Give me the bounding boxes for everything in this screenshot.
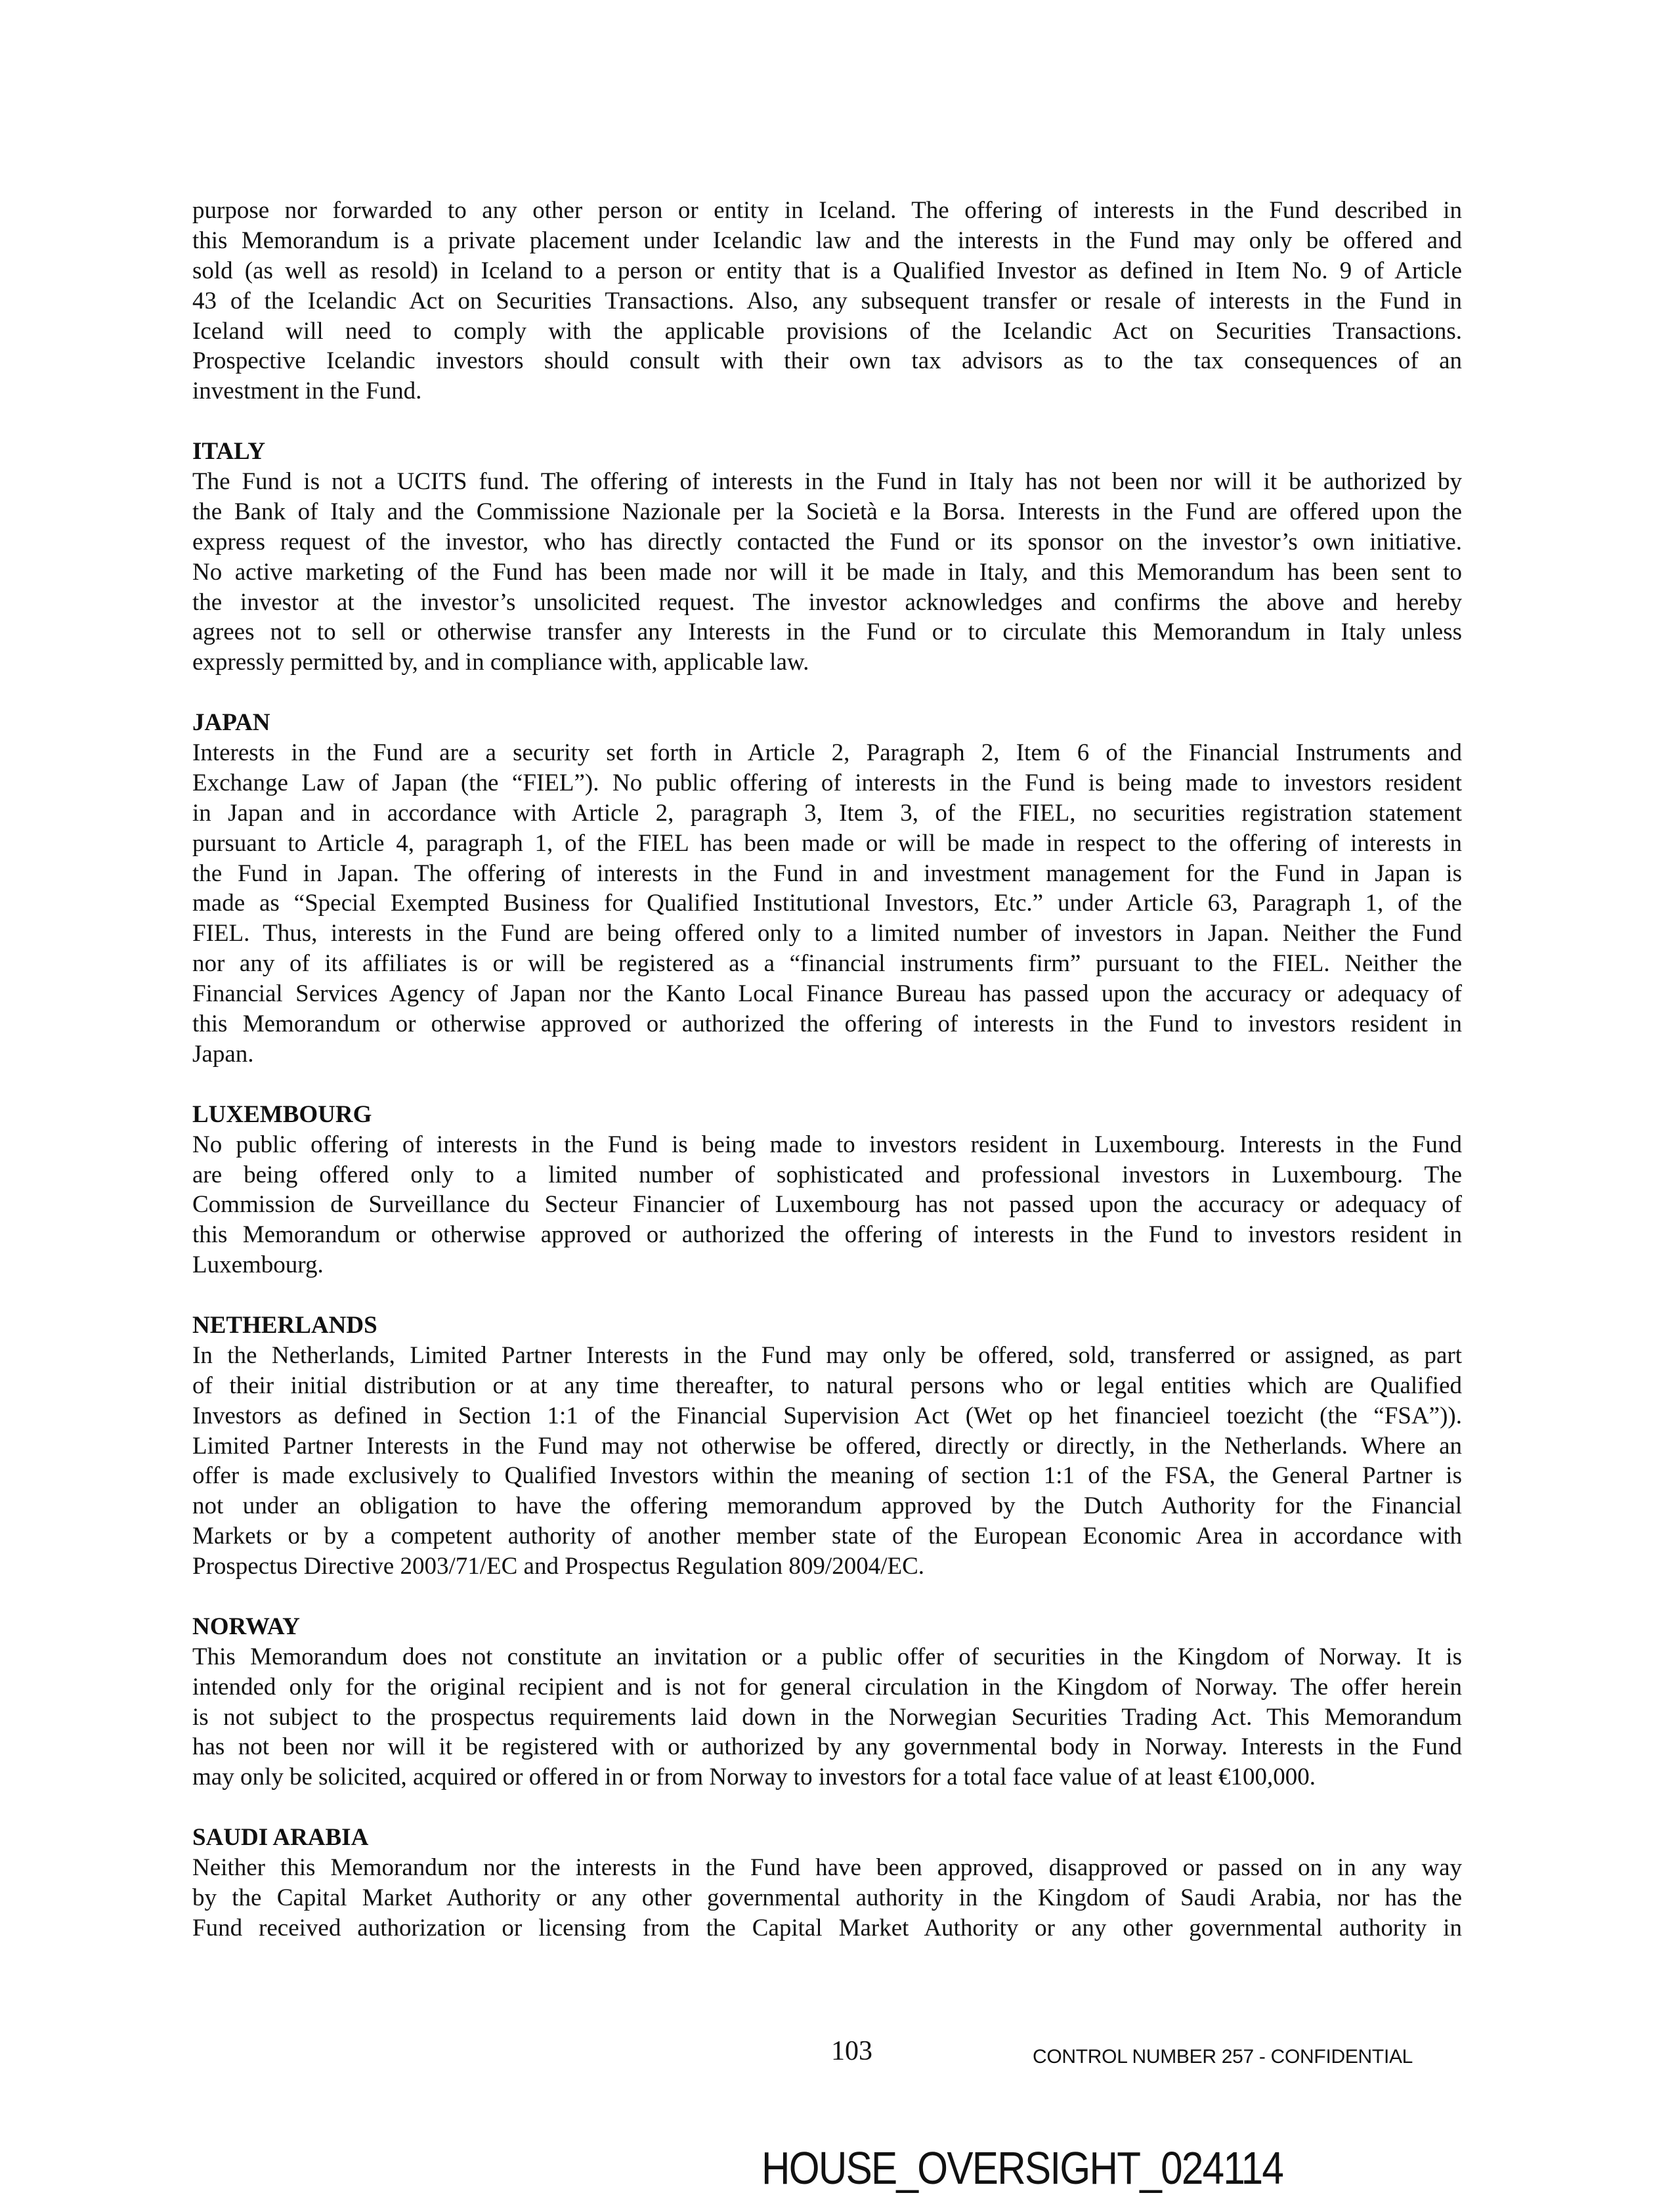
text-line: offer is made exclusively to Qualified Investors within the meaning of section 1:1 of the FSA, the General Partner is [192, 1462, 1462, 1490]
section-heading: ITALY [192, 438, 266, 466]
text-line: purpose nor forwarded to any other person or entity in Iceland. The offering of interests in the Fund described in [192, 197, 1462, 224]
section-continued [192, 196, 1462, 406]
text-line: Neither this Memorandum nor the interests in the Fund have been approved, disapproved or passed on in any way [192, 1854, 1462, 1881]
section-heading: NORWAY [192, 1613, 300, 1640]
text-line: No active marketing of the Fund has been made nor will it be made in Italy, and this Memorandum has been sent to [192, 558, 1462, 586]
text-line: intended only for the original recipient and is not for general circulation in the Kingdom of Norway. The offer herein [192, 1673, 1462, 1701]
text-line: investment in the Fund. [192, 378, 422, 405]
text-line: Luxembourg. [192, 1251, 324, 1279]
text-line: This Memorandum does not constitute an invitation or a public offer of securities in the Kingdom of Norway. It is [192, 1643, 1462, 1670]
bates-number: HOUSE_OVERSIGHT_024114 [762, 2142, 1283, 2194]
text-line: by the Capital Market Authority or any other governmental authority in the Kingdom of Saudi Arabia, nor has the [192, 1884, 1462, 1911]
text-line: Iceland will need to comply with the applicable provisions of the Icelandic Act on Securities Transactions. [192, 317, 1462, 345]
text-line: the Fund in Japan. The offering of interests in the Fund in and investment management for the Fund in Japan is [192, 859, 1462, 887]
control-number: CONTROL NUMBER 257 - CONFIDENTIAL [1033, 2046, 1413, 2068]
text-line: made as “Special Exempted Business for Qualified Institutional Investors, Etc.” under Article 63, Paragraph 1, of the [192, 890, 1462, 917]
text-line: agrees not to sell or otherwise transfer any Interests in the Fund or to circulate this Memorandum in Italy unless [192, 618, 1462, 646]
text-line: Prospective Icelandic investors should consult with their own tax advisors as to the tax consequences of an [192, 347, 1462, 375]
text-line: Markets or by a competent authority of another member state of the European Economic Area in accordance with [192, 1523, 1462, 1550]
text-line: may only be solicited, acquired or offered in or from Norway to investors for a total face value of at least €100,000. [192, 1764, 1316, 1791]
text-line: Financial Services Agency of Japan nor the Kanto Local Finance Bureau has passed upon the accuracy or adequacy of [192, 980, 1462, 1008]
text-line: of their initial distribution or at any time thereafter, to natural persons who or legal entities which are Qualified [192, 1372, 1462, 1399]
text-line: Commission de Surveillance du Secteur Financier of Luxembourg has not passed upon the accuracy or adequacy of [192, 1191, 1462, 1219]
text-line: has not been nor will it be registered with or authorized by any governmental body in Norway. Interests in the Fund [192, 1733, 1462, 1761]
text-line: The Fund is not a UCITS fund. The offering of interests in the Fund in Italy has not been nor will it be authorized by [192, 468, 1462, 496]
section-heading: LUXEMBOURG [192, 1100, 372, 1128]
section-japan [192, 708, 1462, 1070]
text-line: not under an obligation to have the offering memorandum approved by the Dutch Authority for the Financial [192, 1492, 1462, 1520]
section-heading: NETHERLANDS [192, 1311, 377, 1339]
section-norway [192, 1612, 1462, 1792]
text-line: Japan. [192, 1040, 254, 1068]
text-line: this Memorandum or otherwise approved or authorized the offering of interests in the Fund to investors resident in [192, 1221, 1462, 1249]
text-line: Fund received authorization or licensing from the Capital Market Authority or any other governmental authority in [192, 1914, 1462, 1941]
text-line: the investor at the investor’s unsolicited request. The investor acknowledges and confirms the above and hereby [192, 588, 1462, 616]
text-line: express request of the investor, who has directly contacted the Fund or its sponsor on the investor’s own initiative. [192, 528, 1462, 555]
section-luxembourg [192, 1100, 1462, 1280]
text-line: nor any of its affiliates is or will be registered as a “financial instruments firm” pursuant to the FIEL. Neither the [192, 950, 1462, 978]
text-line: Limited Partner Interests in the Fund may not otherwise be offered, directly or directly, in the Netherlands. Where an [192, 1432, 1462, 1460]
text-line: pursuant to Article 4, paragraph 1, of the FIEL has been made or will be made in respect to the offering of interests in [192, 829, 1462, 857]
section-heading: JAPAN [192, 709, 270, 737]
text-line: this Memorandum is a private placement under Icelandic law and the interests in the Fund may only be offered and [192, 227, 1462, 254]
text-line: in Japan and in accordance with Article 2, paragraph 3, Item 3, of the FIEL, no securities registration statement [192, 799, 1462, 827]
text-line: expressly permitted by, and in compliance with, applicable law. [192, 649, 809, 676]
section-italy [192, 437, 1462, 678]
text-line: FIEL. Thus, interests in the Fund are being offered only to a limited number of investors in Japan. Neither the Fund [192, 920, 1462, 947]
text-line: Interests in the Fund are a security set forth in Article 2, Paragraph 2, Item 6 of the Financial Instruments and [192, 739, 1462, 767]
section-netherlands [192, 1311, 1462, 1582]
page-number: 103 [831, 2036, 872, 2066]
document-body [192, 196, 1462, 1974]
text-line: Prospectus Directive 2003/71/EC and Prospectus Regulation 809/2004/EC. [192, 1553, 925, 1580]
text-line: this Memorandum or otherwise approved or authorized the offering of interests in the Fund to investors resident in [192, 1010, 1462, 1038]
section-saudi-arabia [192, 1823, 1462, 1943]
text-line: Exchange Law of Japan (the “FIEL”). No public offering of interests in the Fund is being made to investors resident [192, 769, 1462, 796]
text-line: 43 of the Icelandic Act on Securities Transactions. Also, any subsequent transfer or resale of interests in the Fund in [192, 287, 1462, 314]
text-line: Investors as defined in Section 1:1 of the Financial Supervision Act (Wet op het financieel toezicht (the “FSA”)). [192, 1402, 1462, 1429]
section-heading: SAUDI ARABIA [192, 1824, 369, 1852]
text-line: In the Netherlands, Limited Partner Interests in the Fund may only be offered, sold, transferred or assigned, as part [192, 1341, 1462, 1369]
text-line: sold (as well as resold) in Iceland to a person or entity that is a Qualified Investor as defined in Item No. 9 of Article [192, 257, 1462, 284]
text-line: No public offering of interests in the Fund is being made to investors resident in Luxembourg. Interests in the Fund [192, 1131, 1462, 1158]
text-line: the Bank of Italy and the Commissione Nazionale per la Società e la Borsa. Interests in the Fund are offered upon the [192, 498, 1462, 525]
text-line: is not subject to the prospectus requirements laid down in the Norwegian Securities Trading Act. This Memorandum [192, 1703, 1462, 1731]
text-line: are being offered only to a limited number of sophisticated and professional investors in Luxembourg. The [192, 1161, 1462, 1188]
